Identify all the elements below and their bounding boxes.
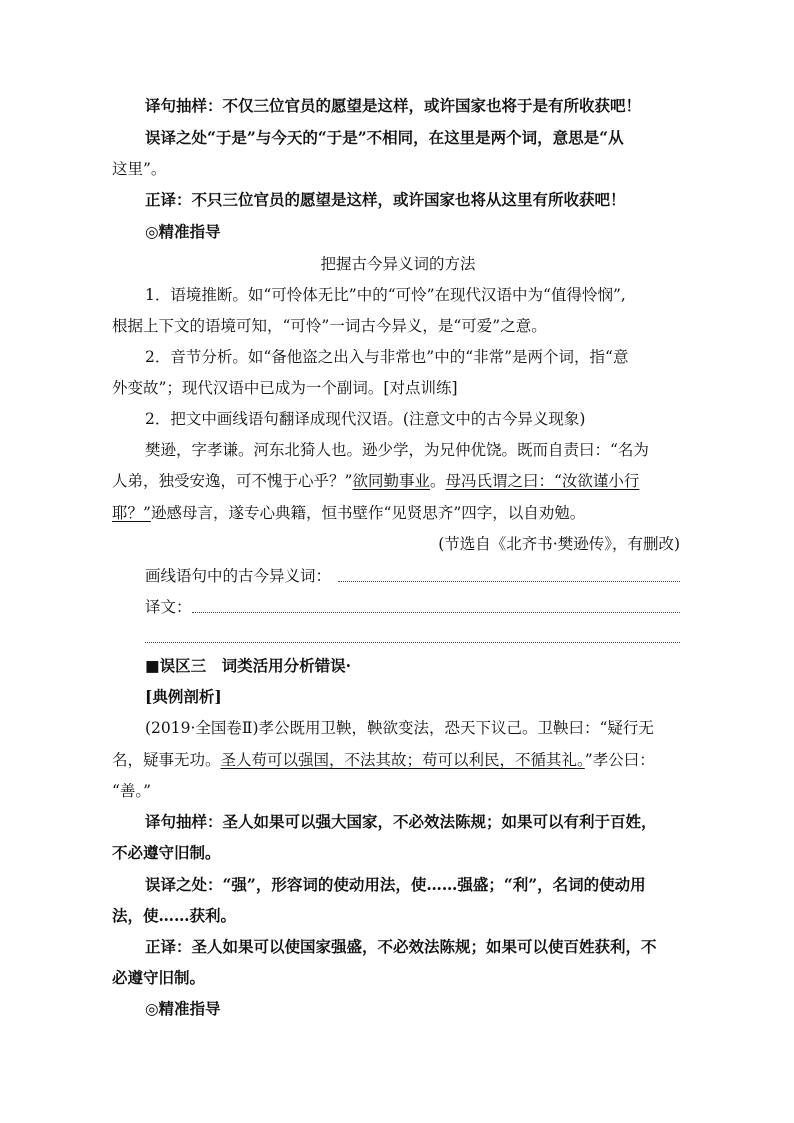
answer-translation-line: 译文： (145, 598, 192, 616)
error-note-2b: 法，使……获利。 (112, 906, 237, 925)
correct-translation-2b: 必遵守旧制。 (112, 968, 206, 987)
error-note-1a: 误译之处“于是”与今天的“于是”不相同，在这里是两个词，意思是“从 (145, 128, 624, 147)
error-note-1b: 这里”。 (112, 160, 167, 178)
example-passage-3: “善。” (112, 782, 152, 800)
guide-heading-2: ◎精准指导 (145, 999, 221, 1018)
translation-example-1: 译句抽样：不仅三位官员的愿望是这样，或许国家也将于是有所收获吧！ (145, 96, 642, 115)
exercise-instruction: 2．把文中画线语句翻译成现代汉语。(注意文中的古今异义现象) (145, 410, 586, 428)
source-citation: (节选自《北齐书·樊逊传》，有删改) (438, 535, 680, 553)
passage-1: 樊逊，字孝谦。河东北猗人也。逊少学，为兄仲优饶。既而自责曰：“名为 (145, 441, 649, 459)
answer-word-line: 画线语句中的古今异义词： (145, 567, 332, 585)
translation-example-2b: 不必遵守旧制。 (112, 843, 221, 862)
example-passage-2: 名，疑事无功。圣人苟可以强国，不法其故；苟可以利民，不循其礼。”孝公曰： (112, 751, 655, 769)
section-heading: ■误区三 词类活用分析错误· (145, 656, 352, 675)
method-1b: 根据上下文的语境可知，“可怜”一词古今异义，是“可爱”之意。 (112, 317, 547, 335)
example-heading: [典例剖析] (145, 687, 222, 706)
example-passage-1: (2019·全国卷Ⅱ)孝公既用卫鞅，鞅欲变法，恐天下议己。卫鞅曰：“疑行无 (145, 719, 654, 737)
translation-example-2a: 译句抽样：圣人如果可以强大国家，不必效法陈规；如果可以有利于百姓， (145, 812, 657, 831)
method-2a: 2．音节分析。如“备他盗之出入与非常也”中的“非常”是两个词，指“意 (145, 348, 629, 366)
passage-2: 人弟，独受安逸，可不愧于心乎？”欲同勤事业。母冯氏谓之曰：“汝欲谨小行 (112, 472, 640, 490)
method-2b: 外变故”；现代汉语中已成为一个副词。[对点训练] (112, 379, 458, 397)
guide-heading-1: ◎精准指导 (145, 222, 221, 241)
method-1a: 1．语境推断。如“可怜体无比”中的“可怜”在现代汉语中为“值得怜悯”, (145, 286, 626, 304)
correct-translation-2a: 正译：圣人如果可以使国家强盛，不必效法陈规；如果可以使百姓获利，不 (145, 937, 657, 956)
passage-3: 耶？”逊感母言，遂专心典籍，恒书壁作“见贤思齐”四字，以自劝勉。 (112, 504, 586, 522)
answer-blank-1[interactable] (338, 581, 680, 582)
method-title: 把握古今异义词的方法 (320, 255, 476, 273)
correct-translation-1: 正译：不只三位官员的愿望是这样，或许国家也将从这里有所收获吧！ (145, 190, 626, 209)
answer-blank-3[interactable] (145, 642, 680, 643)
error-note-2a: 误译之处：“强”，形容词的使动用法，使……强盛；“利”，名词的使动用 (145, 875, 646, 894)
answer-blank-2[interactable] (192, 612, 680, 613)
